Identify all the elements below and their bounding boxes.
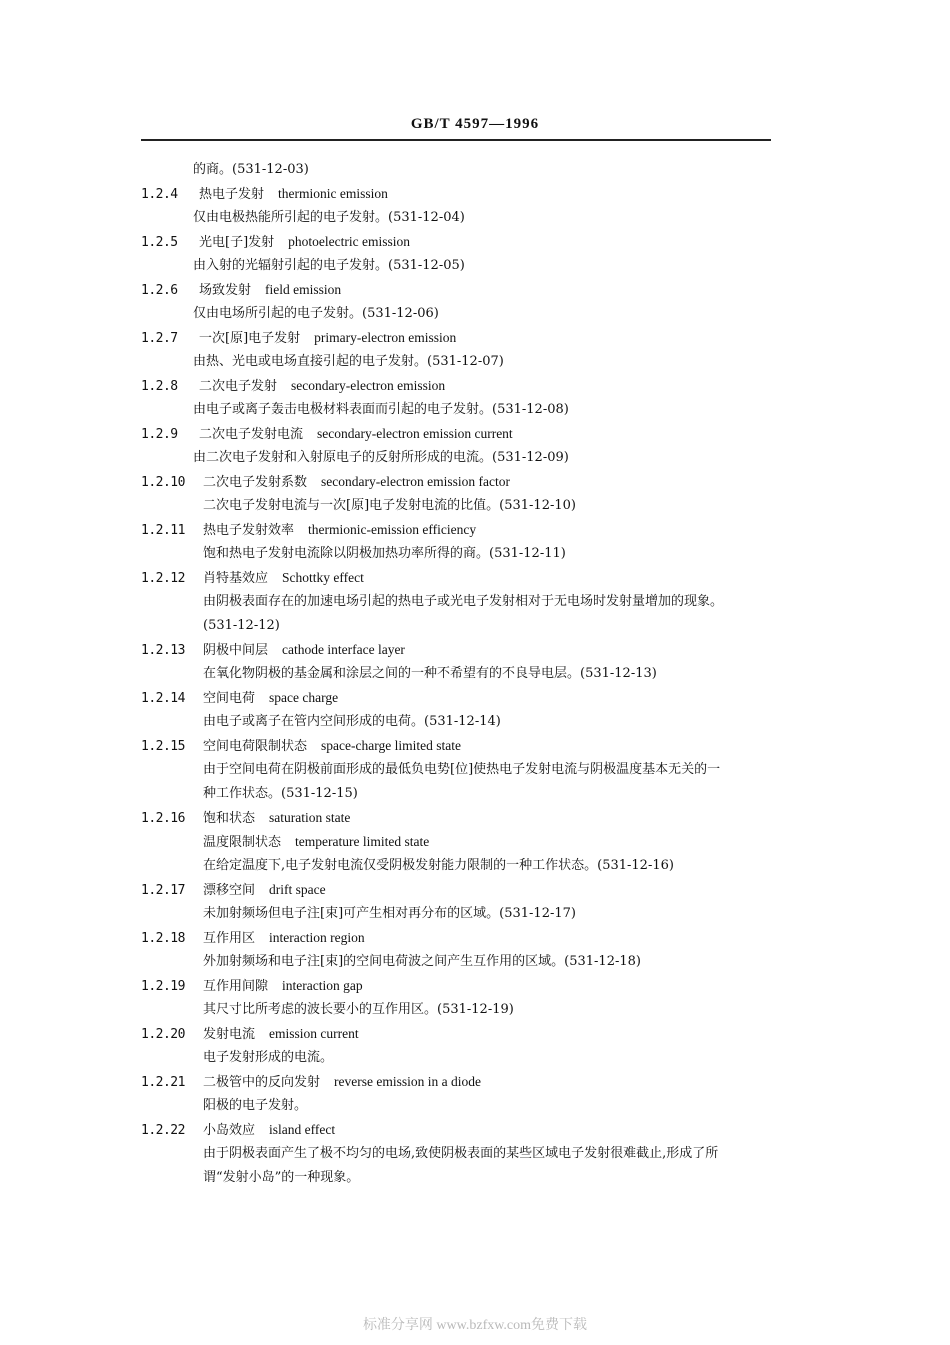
term-number: 1.2.10 [141,475,185,490]
synonym-chinese: 温度限制状态 [203,835,282,850]
term-entry-title [141,878,781,902]
term-definition: 阳极的电子发射。 [203,1098,308,1113]
term-english: Schottky effect [282,570,364,585]
term-number: 1.2.11 [141,523,185,538]
term-english: secondary-electron emission [291,378,446,393]
term-entry-title [141,686,781,710]
term-chinese: 肖特基效应 [203,571,269,586]
term-definition: 谓“发射小岛”的一种现象。 [203,1170,360,1185]
term-english: interaction gap [282,978,363,993]
term-entry-title [141,638,781,662]
term-definition: 在氧化物阴极的基金属和涂层之间的一种不希望有的不良导电层。(531-12-13) [203,666,657,681]
term-definition: 由入射的光辐射引起的电子发射。(531-12-05) [193,258,465,273]
term-chinese: 二次电子发射电流 [199,427,304,442]
term-number: 1.2.4 [141,187,178,202]
synonym-english: temperature limited state [295,834,430,849]
term-chinese: 二极管中的反向发射 [203,1075,321,1090]
term-number: 1.2.8 [141,379,178,394]
term-entry-title [141,326,781,350]
term-entry-title [141,470,781,494]
term-number: 1.2.19 [141,979,185,994]
term-definition: 由电子或离子在管内空间形成的电荷。(531-12-14) [203,714,501,729]
term-entry-title [141,926,781,950]
term-list [141,182,781,1190]
continued-text: 的商。(531-12-03) [193,162,309,177]
term-entry-title [141,566,781,590]
term-english: interaction region [269,930,365,945]
term-english: island effect [269,1122,336,1137]
term-english: cathode interface layer [282,642,405,657]
term-definition: 由于空间电荷在阴极前面形成的最低负电势[位]使热电子发射电流与阴极温度基本无关的一 [203,762,721,777]
term-definition: 由于阴极表面产生了极不均匀的电场,致使阴极表面的某些区域电子发射很难截止,形成了所 [203,1146,719,1161]
term-number: 1.2.17 [141,883,185,898]
term-number: 1.2.14 [141,691,185,706]
document-body [141,158,781,1190]
term-entry-title [141,374,781,398]
term-english: emission current [269,1026,359,1041]
term-number: 1.2.22 [141,1123,185,1138]
term-english: drift space [269,882,326,897]
term-definition: 由二次电子发射和入射原电子的反射所形成的电流。(531-12-09) [193,450,569,465]
term-chinese: 发射电流 [203,1027,256,1042]
term-definition: 在给定温度下,电子发射电流仅受阴极发射能力限制的一种工作状态。(531-12-16) [203,858,674,873]
term-definition: 由热、光电或电场直接引起的电子发射。(531-12-07) [193,354,504,369]
page-header: GB/T 4597—1996 [410,116,540,132]
term-number: 1.2.12 [141,571,185,586]
term-chinese: 漂移空间 [203,883,256,898]
term-entry-title [141,806,781,830]
term-chinese: 互作用区 [203,931,256,946]
term-english: primary-electron emission [314,330,457,345]
term-definition: 由阴极表面存在的加速电场引起的热电子或光电子发射相对于无电场时发射量增加的现象。 [203,594,724,609]
term-synonym [141,830,781,854]
term-chinese: 阴极中间层 [203,643,269,658]
term-definition: 由电子或离子轰击电极材料表面而引起的电子发射。(531-12-08) [193,402,569,417]
term-chinese: 一次[原]电子发射 [199,331,301,346]
term-number: 1.2.18 [141,931,185,946]
term-entry-title [141,1070,781,1094]
term-number: 1.2.5 [141,235,178,250]
term-english: photoelectric emission [288,234,410,249]
term-entry-title [141,734,781,758]
term-entry-title [141,974,781,998]
term-entry-title [141,230,781,254]
term-number: 1.2.16 [141,811,185,826]
header-divider [141,139,771,141]
term-definition: 未加射频场但电子注[束]可产生相对再分布的区域。(531-12-17) [203,906,576,921]
term-chinese: 热电子发射效率 [203,523,295,538]
term-number: 1.2.6 [141,283,178,298]
term-english: field emission [265,282,342,297]
term-chinese: 互作用间隙 [203,979,269,994]
term-definition: 电子发射形成的电流。 [203,1050,334,1065]
term-english: secondary-electron emission factor [321,474,510,489]
term-entry-title [141,518,781,542]
term-chinese: 饱和状态 [203,811,256,826]
term-entry-title [141,182,781,206]
term-entry-title [141,422,781,446]
term-definition: 外加射频场和电子注[束]的空间电荷波之间产生互作用的区域。(531-12-18) [203,954,641,969]
term-entry-title [141,278,781,302]
term-chinese: 热电子发射 [199,187,265,202]
term-english: thermionic-emission efficiency [308,522,477,537]
term-chinese: 二次电子发射系数 [203,475,308,490]
term-english: thermionic emission [278,186,388,201]
term-english: space-charge limited state [321,738,461,753]
term-number: 1.2.20 [141,1027,185,1042]
term-number: 1.2.15 [141,739,185,754]
term-english: space charge [269,690,339,705]
term-chinese: 空间电荷限制状态 [203,739,308,754]
term-chinese: 小岛效应 [203,1123,256,1138]
term-chinese: 光电[子]发射 [199,235,275,250]
watermark: 标准分享网 www.bzfxw.com免费下载 [362,1318,588,1333]
term-definition: 仅由电极热能所引起的电子发射。(531-12-04) [193,210,465,225]
term-entry-title [141,1022,781,1046]
term-english: secondary-electron emission current [317,426,513,441]
term-chinese: 场致发射 [199,283,252,298]
term-english: saturation state [269,810,351,825]
term-definition: 仅由电场所引起的电子发射。(531-12-06) [193,306,439,321]
term-definition: 其尺寸比所考虑的波长要小的互作用区。(531-12-19) [203,1002,514,1017]
term-definition: 二次电子发射电流与一次[原]电子发射电流的比值。(531-12-10) [203,498,576,513]
term-definition: 种工作状态。(531-12-15) [203,786,358,801]
term-number: 1.2.13 [141,643,185,658]
term-entry-title [141,1118,781,1142]
term-definition: (531-12-12) [203,618,280,633]
term-english: reverse emission in a diode [334,1074,481,1089]
term-number: 1.2.21 [141,1075,185,1090]
term-number: 1.2.9 [141,427,178,442]
term-number: 1.2.7 [141,331,178,346]
term-chinese: 二次电子发射 [199,379,278,394]
term-chinese: 空间电荷 [203,691,256,706]
term-definition: 饱和热电子发射电流除以阴极加热功率所得的商。(531-12-11) [203,546,566,561]
